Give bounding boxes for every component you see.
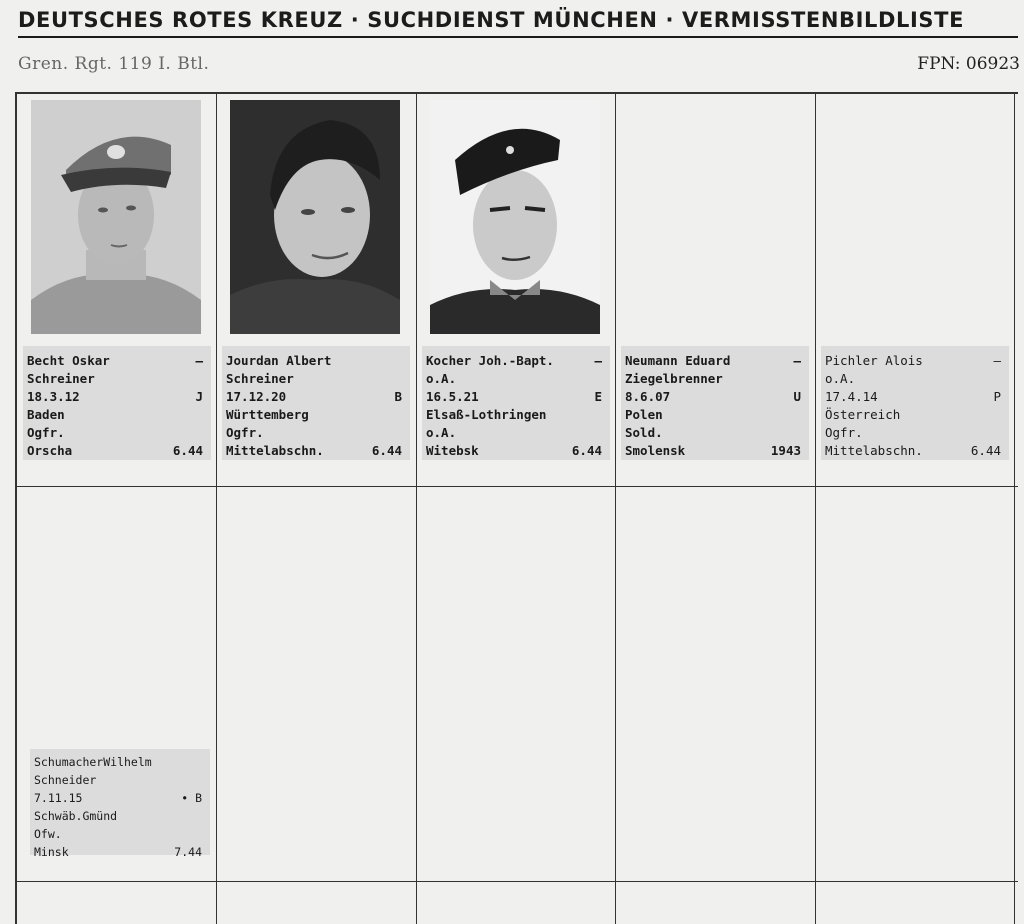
name-mark: –	[793, 353, 801, 368]
name-mark: –	[993, 353, 1001, 368]
region-code: B	[394, 389, 402, 404]
soldier-name: Pichler Alois	[825, 353, 923, 368]
home-region: Württemberg	[226, 407, 309, 422]
last-location: Smolensk	[625, 443, 686, 458]
rank: Ogfr.	[226, 425, 264, 440]
birthdate: 17.12.20	[226, 389, 287, 404]
rank: Sold.	[625, 425, 663, 440]
last-location: Witebsk	[426, 443, 479, 458]
birthdate: 7.11.15	[34, 791, 83, 805]
grid-divider	[17, 881, 1018, 882]
rank: Ofw.	[34, 827, 62, 841]
portrait-photo	[430, 100, 600, 334]
entry-card	[615, 94, 815, 486]
last-location: Orscha	[27, 443, 73, 458]
portrait-photo	[230, 100, 400, 334]
rank: o.A.	[426, 425, 457, 440]
home-region: Baden	[27, 407, 65, 422]
soldier-name: Neumann Eduard	[625, 353, 731, 368]
soldier-name: Kocher Joh.-Bapt.	[426, 353, 554, 368]
page-header	[18, 6, 1018, 38]
entry-info	[422, 346, 610, 460]
soldier-name: Becht Oskar	[27, 353, 110, 368]
missing-date: 6.44	[571, 443, 602, 458]
missing-date: 6.44	[970, 443, 1001, 458]
missing-date: 6.44	[371, 443, 402, 458]
occupation: Schneider	[34, 773, 97, 787]
entry-info	[821, 346, 1009, 460]
occupation: Schreiner	[226, 371, 294, 386]
rank: Ogfr.	[825, 425, 863, 440]
missing-date: 1943	[770, 443, 801, 458]
unit-label: Gren. Rgt. 119 I. Btl.	[18, 54, 210, 74]
home-region: Polen	[625, 407, 663, 422]
fpn-label: FPN: 06923	[917, 54, 1020, 74]
rank: Ogfr.	[27, 425, 65, 440]
photo-grid	[15, 92, 1018, 924]
region-code: E	[594, 389, 602, 404]
entry-card	[216, 94, 416, 486]
home-region: Schwäb.Gmünd	[34, 809, 118, 823]
region-code: P	[993, 389, 1001, 404]
occupation: Schreiner	[27, 371, 95, 386]
document-title: DEUTSCHES ROTES KREUZ · SUCHDIENST MÜNCHEN · VERMISSTENBILDLISTE	[18, 8, 965, 32]
occupation: o.A.	[426, 371, 457, 386]
birthdate: 18.3.12	[27, 389, 80, 404]
birthdate: 16.5.21	[426, 389, 479, 404]
birthdate: 17.4.14	[825, 389, 878, 404]
entry-card	[815, 94, 1014, 486]
occupation: o.A.	[825, 371, 856, 386]
soldier-name: Jourdan Albert	[226, 353, 332, 368]
region-code: • B	[181, 791, 202, 805]
soldier-name: SchumacherWilhelm	[34, 755, 152, 769]
missing-date: 7.44	[174, 845, 202, 859]
home-region: Österreich	[825, 407, 901, 422]
last-location: Mittelabschn.	[226, 443, 324, 458]
last-location: Mittelabschn.	[825, 443, 923, 458]
entry-card	[416, 94, 615, 486]
entry-info	[30, 749, 210, 859]
birthdate: 8.6.07	[625, 389, 671, 404]
name-mark: –	[195, 353, 203, 368]
occupation: Ziegelbrenner	[625, 371, 723, 386]
missing-date: 6.44	[172, 443, 203, 458]
home-region: Elsaß-Lothringen	[426, 407, 547, 422]
entry-info	[621, 346, 809, 460]
grid-divider	[1014, 94, 1015, 924]
entry-card	[17, 94, 216, 881]
last-location: Minsk	[34, 845, 69, 859]
entry-info	[222, 346, 410, 460]
sub-header	[18, 54, 1020, 80]
region-code: U	[793, 389, 801, 404]
region-code: J	[195, 389, 203, 404]
name-mark: –	[594, 353, 602, 368]
